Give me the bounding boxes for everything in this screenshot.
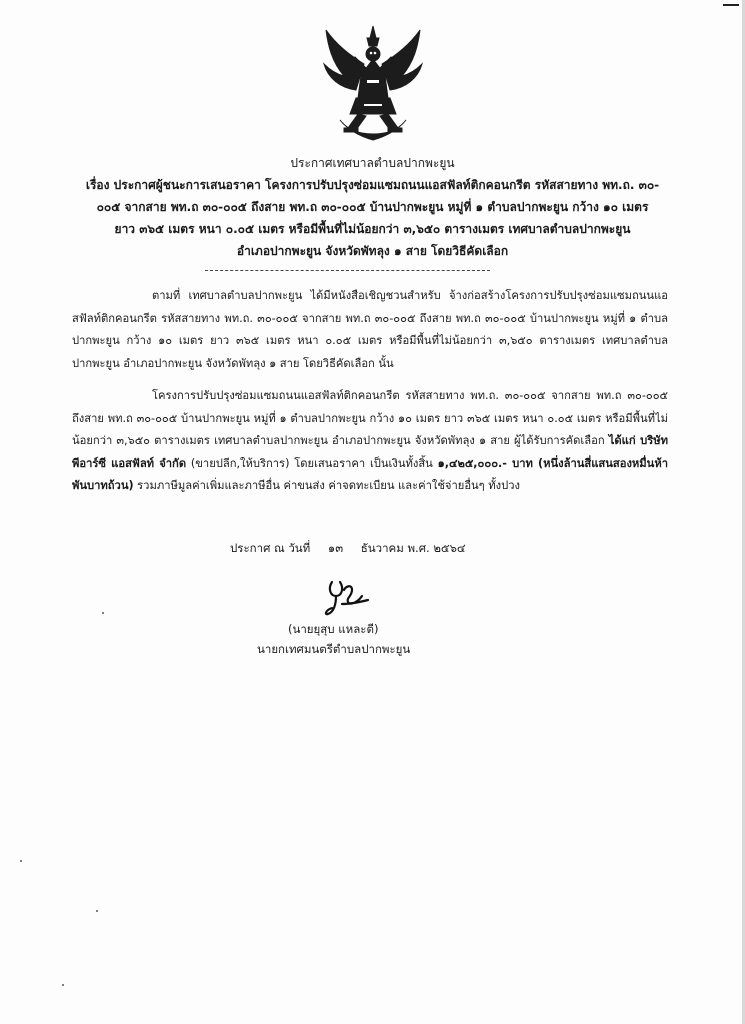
date-month-year: ธันวาคม พ.ศ. ๒๕๖๔ bbox=[360, 541, 466, 555]
signer-title: นายกเทศมนตรีตำบลปากพะยูน bbox=[257, 642, 411, 656]
subject-line: ยาว ๓๖๕ เมตร หนา ๐.๐๕ เมตร หรือมีพื้นที่ไม่น้อยกว่า ๓,๖๕๐ ตารางเมตร เทศบาลตำบลปากพะยูน bbox=[114, 222, 631, 236]
scan-speck bbox=[62, 984, 64, 986]
handwritten-signature bbox=[322, 574, 370, 618]
organization-title: ประกาศเทศบาลตำบลปากพะยูน bbox=[290, 156, 455, 170]
winning-company: ได้แก่ บริษัท พีอาร์ซี แอสฟัลท์ จำกัด bbox=[72, 434, 668, 470]
scan-speck bbox=[96, 910, 98, 912]
date-prefix: ประกาศ ณ วันที่ bbox=[230, 541, 311, 555]
body-paragraph-award bbox=[72, 385, 668, 498]
award-text: โครงการปรับปรุงซ่อมแซมถนนแอสฟัลท์ติกคอนกรีต รหัสสายทาง พท.ถ. ๓๐-๐๐๕ จากสาย พท.ถ ๓๐-๐๐๕ ถึงสาย พท.ถ ๓๐-๐๐๕ บ้านปากพะยูน หมู่ที่ ๑ ตำบลปากพะยูน กว้าง ๑๐ เมตร ยาว ๓๖๕ เมตร หนา ๐.๐๕ เมตร หรือมีพื้นที่ไม่น้อยกว่า ๓,๖๕๐ ตารางเมตร เทศบาลตำบลปากพะยูน อำเภอปากพะยูน จังหวัดพัทลุง ๑ สาย ผู้ได้รับการคัดเลือก bbox=[72, 389, 668, 447]
award-text: (ขายปลีก,ให้บริการ) โดยเสนอราคา เป็นเงินทั้งสิ้น bbox=[190, 456, 433, 470]
subject-line: เรื่อง ประกาศผู้ชนะการเสนอราคา โครงการปรับปรุงซ่อมแซมถนนแอสฟัลท์ติกคอนกรีต รหัสสายทาง พท.ถ. ๓๐- bbox=[85, 178, 660, 192]
subject-line: ๐๐๕ จากสาย พท.ถ ๓๐-๐๐๕ ถึงสาย พท.ถ ๓๐-๐๐๕ บ้านปากพะยูน หมู่ที่ ๑ ตำบลปากพะยูน กว้าง ๑๐ เมตร bbox=[96, 200, 649, 214]
scan-speck bbox=[20, 860, 22, 862]
scan-speck bbox=[102, 612, 104, 614]
date-day: ๑๓ bbox=[327, 541, 344, 555]
award-text: รวมภาษีมูลค่าเพิ่มและภาษีอื่น ค่าขนส่ง ค่าจดทะเบียน และค่าใช้จ่ายอื่นๆ ทั้งปวง bbox=[137, 479, 520, 492]
signer-name: (นายยุสุบ แหละตี) bbox=[288, 622, 379, 636]
garuda-emblem-icon bbox=[318, 24, 428, 146]
award-amount: ๑,๔๒๕,๐๐๐.- บาท (หนึ่งล้านสี่แสนสองหมื่นห้าพันบาทถ้วน) bbox=[72, 456, 668, 492]
body-paragraph-invitation: ตามที่ เทศบาลตำบลปากพะยูน ได้มีหนังสือเชิญชวนสำหรับ จ้างก่อสร้างโครงการปรับปรุงซ่อมแซมถนนแอสฟัลท์ติกคอนกรีต รหัสสายทาง พท.ถ. ๓๐-๐๐๕ จากสาย พท.ถ ๓๐-๐๐๕ ถึงสาย พท.ถ ๓๐-๐๐๕ บ้านปากพะยูน หมู่ที่ ๑ ตำบลปากพะยูน กว้าง ๑๐ เมตร ยาว ๓๖๕ เมตร หนา ๐.๐๕ เมตร หรือมีพื้นที่ไม่น้อยกว่า ๓,๖๕๐ ตารางเมตร เทศบาลตำบลปากพะยูน อำเภอปากพะยูน จังหวัดพัทลุง ๑ สาย โดยวิธีคัดเลือก นั้น bbox=[72, 289, 668, 370]
dashed-divider bbox=[205, 270, 490, 271]
document-title-block bbox=[60, 152, 685, 262]
corner-mark bbox=[723, 4, 739, 6]
subject-line: อำเภอปากพะยูน จังหวัดพัทลุง ๑ สาย โดยวิธีคัดเลือก bbox=[236, 244, 509, 258]
announcement-date bbox=[230, 537, 480, 559]
